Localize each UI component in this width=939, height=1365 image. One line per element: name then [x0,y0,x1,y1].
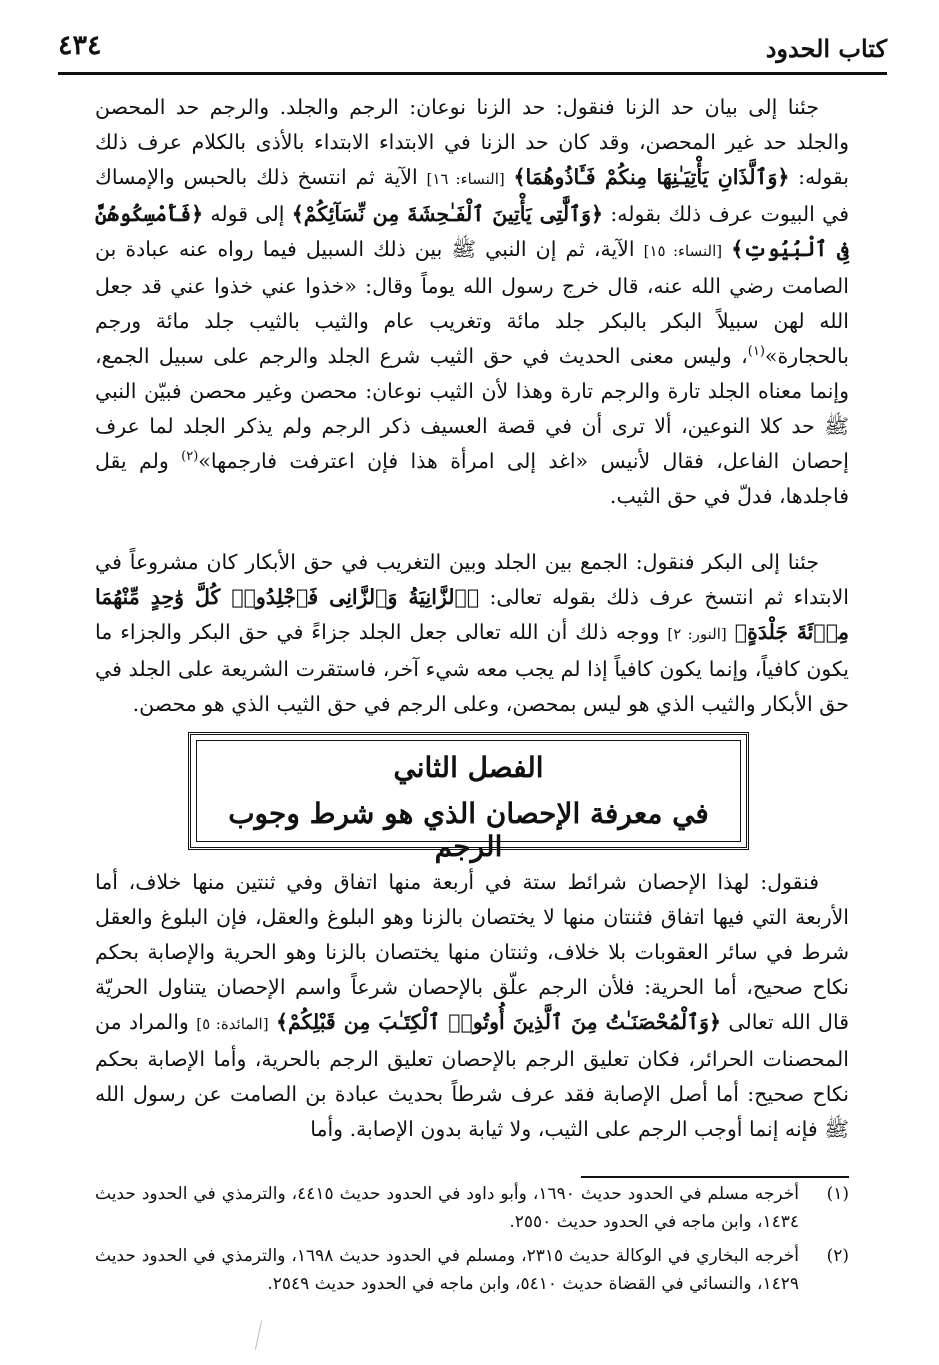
paragraph-ihsan-conditions [95,865,849,1147]
running-title: كتاب الحدود [765,34,887,63]
footnote-text: أخرجه البخاري في الوكالة حديث ٢٣١٥، ومسلم في الحدود حديث ١٦٩٨، والترمذي في الحدود حديث ١٤٢٩، والنسائي في القضاة حديث ٥٤١٠، وابن ماجه في الحدود حديث ٢٥٤٩. [95,1246,799,1294]
footnote-item [95,1242,849,1298]
paragraph-text [95,545,849,722]
text-run: الآية، ثم إن النبي ﷺ بين ذلك السبيل فيما رواه عنه عبادة بن الصامت رضي الله عنه، قال خرج رسول الله يوماً وقال: «خذوا عني خذوا عني قد جعل الله لهن سبيلاً البكر بالبكر جلد مائة وتغريب عام والثيب بالثيب جلد مائة ورجم بالحجارة» [95,237,849,368]
text-run: إلى قوله [203,202,292,226]
page-header [58,30,887,70]
footnote-marker[interactable]: (١) [747,344,765,360]
text-run: ووجه ذلك أن الله تعالى جعل الجلد جزاءً في حق البكر والجزاء ما يكون كافياً، وإنما يكون كافياً إذا لم يجب معه شيء آخر، فاستقرت الشريعة على الجلد في حق الأبكار والثيب الذي هو ليس بمحصن، وعلى الرجم في حق الثيب الذي هو محصن. [95,620,849,716]
quran-verse: ﴿ٱلزَّانِيَةُ وَٱلزَّانِى فَٱجْلِدُوا۟ كُلَّ وَٰحِدٍ مِّنْهُمَا مِا۟ئَةَ جَلْدَةٍ﴾ [95,585,849,644]
quran-verse: ﴿وَٱلْمُحْصَنَـٰتُ مِنَ ٱلَّذِينَ أُوتُوا۟ ٱلْكِتَـٰبَ مِن قَبْلِكُمْ﴾ [275,1010,721,1034]
verse-reference: [النور: ٢] [667,625,727,643]
footnote-number: (١) [826,1184,849,1204]
scan-mark [255,1320,262,1350]
text-run: الآية ثم انتسخ ذلك بالحبس والإمساك في البيوت عرف ذلك بقوله: [95,165,849,226]
paragraph-text [95,90,849,514]
footnote-number: (٢) [826,1246,849,1266]
footnote-marker[interactable]: (٢) [181,449,199,465]
quran-verse: ﴿فَأَمْسِكُوهُنَّ فِى ٱلْبُيُوتِ﴾ [95,202,849,261]
verse-reference: [النساء: ١٥] [643,242,723,260]
text-run: جئنا إلى البكر فنقول: الجمع بين الجلد وبين التغريب في حق الأبكار كان مشروعاً في الابتداء ثم انتسخ عرف ذلك بقوله تعالى: [95,550,850,609]
text-run: والمراد من المحصنات الحرائر، فكان تعليق الرجم بالإحصان تعليق الرجم بالحرية، وأما الإصابة بحكم نكاح صحيح: أما أصل الإصابة فقد عرف شرطاً بحديث عبادة بن الصامت عن رسول الله ﷺ فإنه إنما أوجب الرجم على الثيب، ولا ثيابة بدون الإصابة. وأما [95,1010,849,1141]
paragraph-virgin-punishment [95,545,849,722]
header-divider [58,72,887,75]
page-number: ٤٣٤ [58,30,102,61]
chapter-heading-box [188,732,749,863]
chapter-title: في معرفة الإحصان الذي هو شرط وجوب الرجم [228,797,709,863]
verse-reference: [النساء: ١٦] [426,170,505,188]
text-run: جئنا إلى بيان حد الزنا فنقول: حد الزنا نوعان: الرجم والجلد. والرجم حد المحصن والجلد حد غير المحصن، وقد كان حد الزنا في الابتداء الابتداء بالأذى بالكلام عرف ذلك بقوله: [95,95,849,189]
verse-reference: [المائدة: ٥] [196,1015,269,1033]
footnote-text: أخرجه مسلم في الحدود حديث ١٦٩٠، وأبو داود في الحدود حديث ٤٤١٥، والترمذي في الحدود حديث ١٤٣٤، وابن ماجه في الحدود حديث ٢٥٥٠. [95,1184,799,1232]
footnote-divider [581,1176,849,1178]
footnotes [95,1180,849,1304]
text-run: ولم يقل فاجلدها، فدلّ في حق الثيب. [95,449,849,508]
quran-verse: ﴿وَٱلَّٰتِى يَأْتِينَ ٱلْفَـٰحِشَةَ مِن نِّسَآئِكُمْ﴾ [291,202,604,226]
paragraph-text [95,865,849,1147]
quran-verse: ﴿وَٱلَّذَانِ يَأْتِيَـٰنِهَا مِنكُمْ فَـَٔاذُوهُمَا﴾ [513,165,790,189]
text-run: فنقول: لهذا الإحصان شرائط ستة في أربعة منها اتفاق وفي ثنتين منها خلاف، أما الأربعة التي فيها اتفاق فثنتان منها لا يختصان بالزنا وهو البلوغ والعقل، فإن البلوغ والعقل شرط في سائر العقوبات بلا خلاف، وثنتان منها يختصان بالزنا وهو الحرية والإصابة بحكم نكاح صحيح، أما الحرية: فلأن الرجم علّق بالإحصان شرعاً واسم الإحصان يتناول الحريّة قال الله تعالى [95,870,849,1034]
chapter-number: الفصل الثاني [393,751,544,784]
footnote-item [95,1180,849,1236]
text-run: ، وليس معنى الحديث في حق الثيب شرع الجلد والرجم على سبيل الجمع، وإنما معناه الجلد تارة والرجم تارة وهذا لأن الثيب نوعان: محصن وغير محصن فبيّن النبي ﷺ حد كلا النوعين، ألا ترى أن في قصة العسيف ذكر الرجم ولم يذكر الجلد لما عرف إحصان الفاعل، فقال لأنيس «اغد إلى امرأة هذا فإن اعترفت فارجمها» [95,344,849,473]
paragraph-zina-punishment [95,90,849,514]
